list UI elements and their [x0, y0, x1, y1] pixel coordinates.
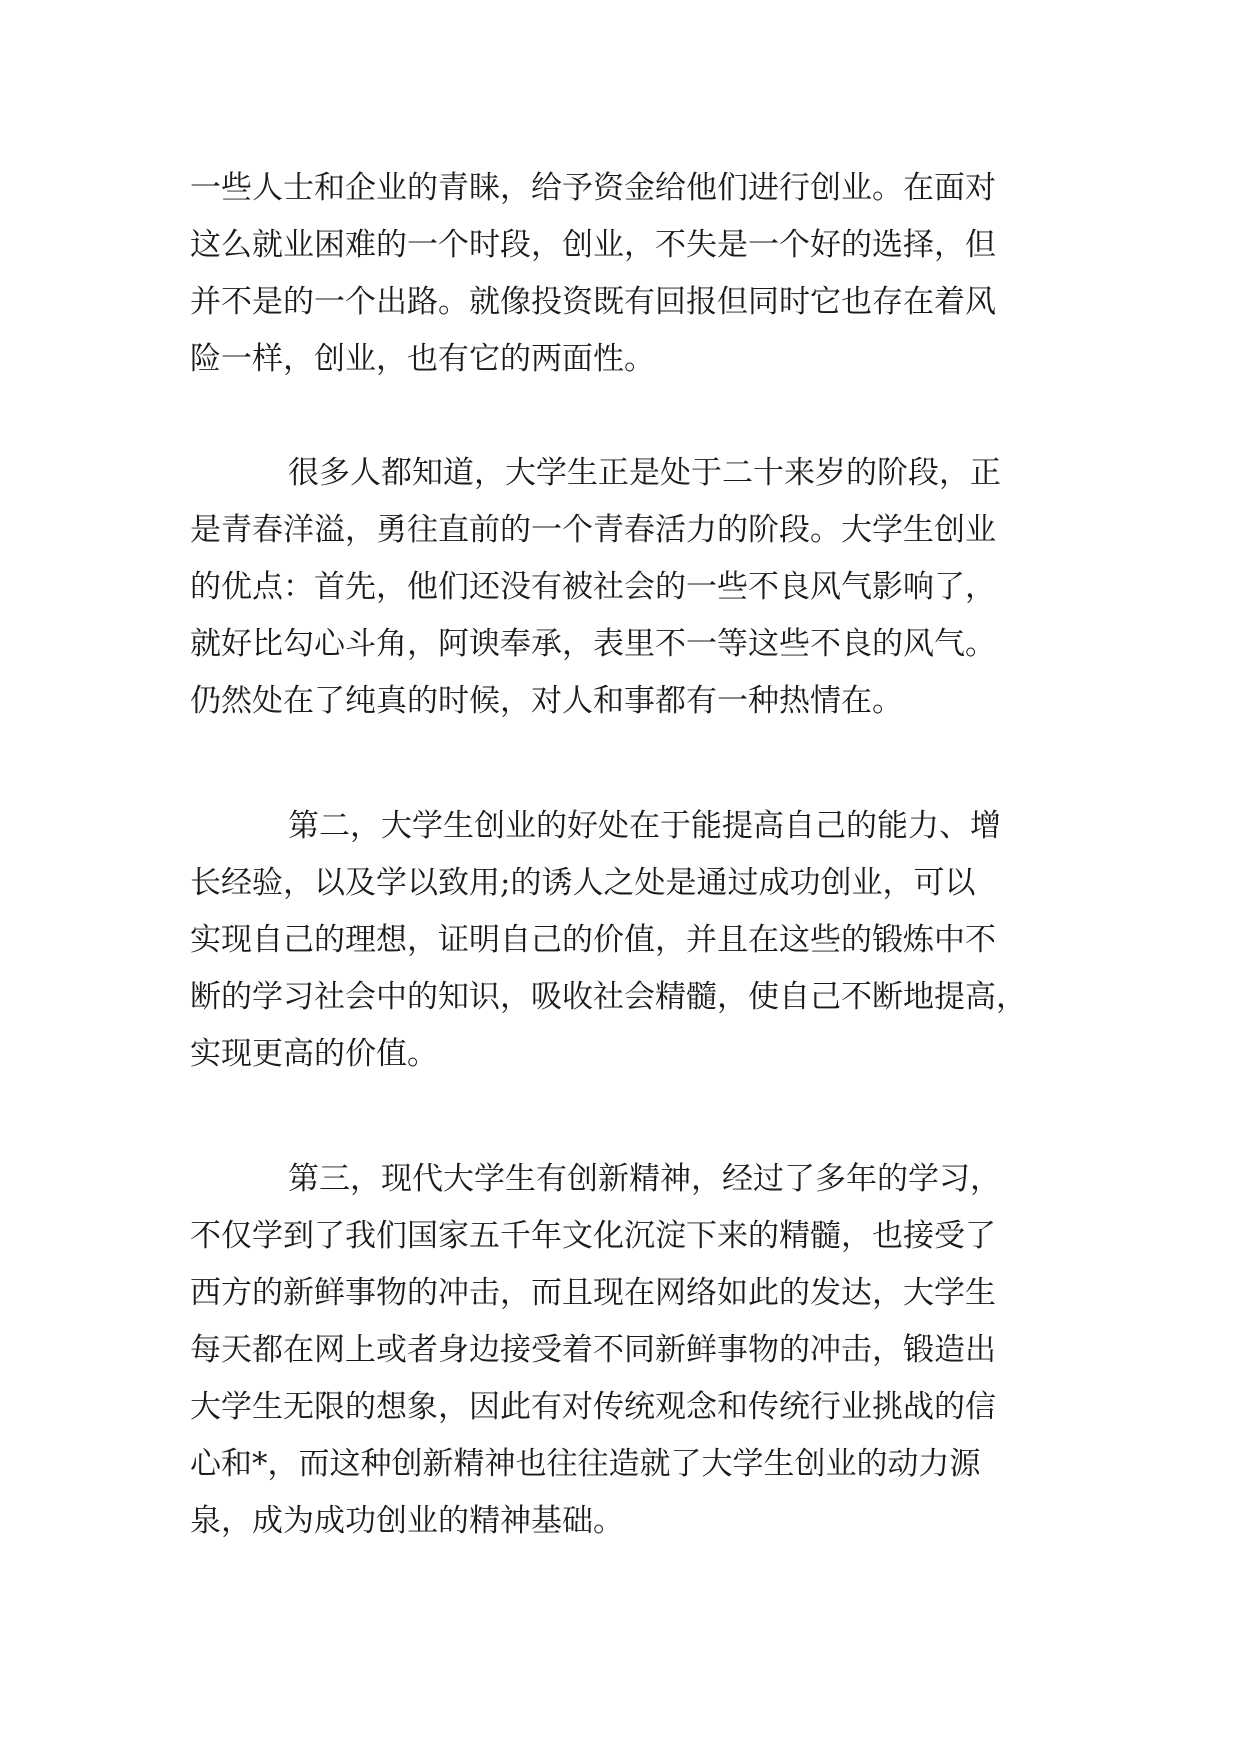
paragraph-line: 长经验，以及学以致用;的诱人之处是通过成功创业，可以: [190, 865, 976, 901]
paragraph-line: 西方的新鲜事物的冲击，而且现在网络如此的发达，大学生: [190, 1275, 996, 1311]
paragraph-line: 大学生无限的想象，因此有对传统观念和传统行业挑战的信: [190, 1389, 996, 1425]
paragraph-line: 第三，现代大学生有创新精神，经过了多年的学习，: [288, 1161, 1001, 1197]
paragraph-line: 第二，大学生创业的好处在于能提高自己的能力、增: [288, 808, 1001, 844]
paragraph-2: [190, 445, 1060, 730]
paragraph-line: 这么就业困难的一个时段，创业，不失是一个好的选择，但: [190, 227, 996, 263]
paragraph-line: 实现更高的价值。: [190, 1036, 438, 1072]
paragraph-line: 是青春洋溢，勇往直前的一个青春活力的阶段。大学生创业: [190, 512, 996, 548]
paragraph-1: [190, 160, 1060, 388]
paragraph-line: 险一样，创业，也有它的两面性。: [190, 341, 655, 377]
paragraph-line: 很多人都知道，大学生正是处于二十来岁的阶段，正: [288, 455, 1001, 491]
paragraph-line: 断的学习社会中的知识，吸收社会精髓，使自己不断地提高，: [190, 979, 1027, 1015]
paragraph-line: 泉，成为成功创业的精神基础。: [190, 1503, 624, 1539]
paragraph-line: 并不是的一个出路。就像投资既有回报但同时它也存在着风: [190, 284, 996, 320]
paragraph-3: [190, 798, 1060, 1083]
paragraph-line: 实现自己的理想，证明自己的价值，并且在这些的锻炼中不: [190, 922, 996, 958]
paragraph-4: [190, 1151, 1060, 1550]
paragraph-line: 的优点：首先，他们还没有被社会的一些不良风气影响了，: [190, 569, 996, 605]
paragraph-line: 不仅学到了我们国家五千年文化沉淀下来的精髓，也接受了: [190, 1218, 996, 1254]
paragraph-line: 就好比勾心斗角，阿谀奉承，表里不一等这些不良的风气。: [190, 626, 996, 662]
paragraph-line: 仍然处在了纯真的时候，对人和事都有一种热情在。: [190, 683, 903, 719]
paragraph-line: 心和*，而这种创新精神也往往造就了大学生创业的动力源: [190, 1446, 981, 1482]
paragraph-line: 每天都在网上或者身边接受着不同新鲜事物的冲击，锻造出: [190, 1332, 996, 1368]
paragraph-line: 一些人士和企业的青睐，给予资金给他们进行创业。在面对: [190, 170, 996, 206]
